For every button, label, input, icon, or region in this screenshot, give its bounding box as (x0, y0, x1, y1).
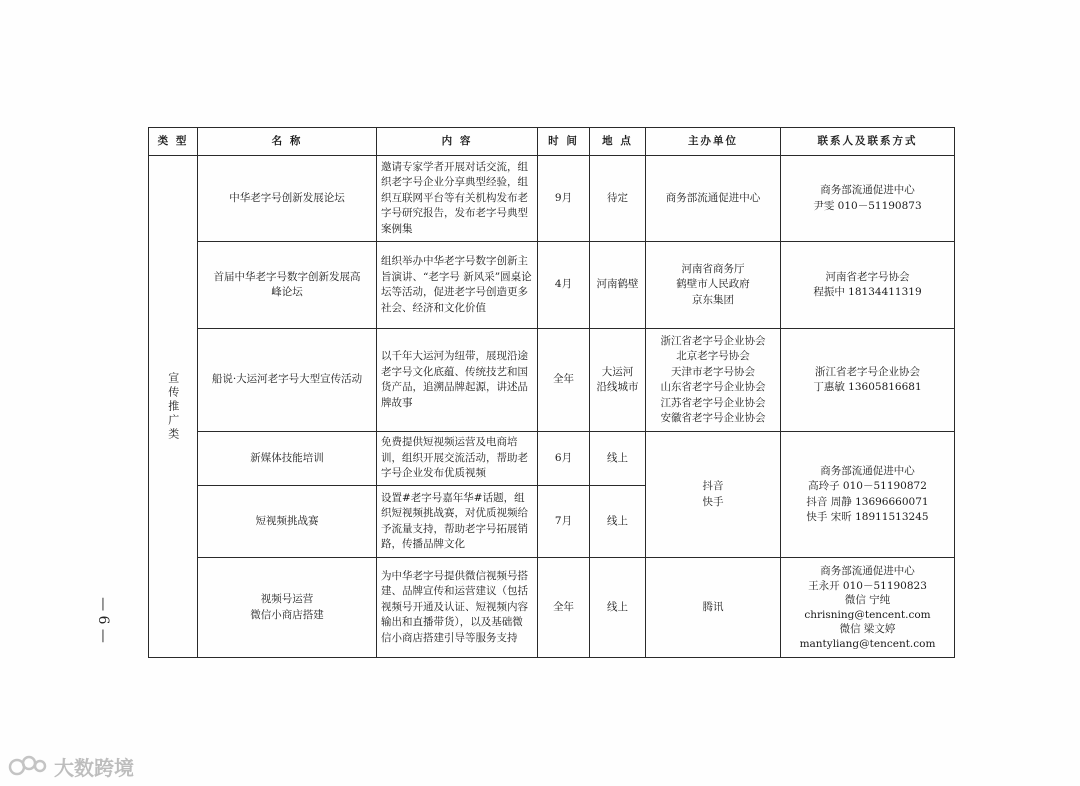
row-organizer: 腾讯 (646, 558, 781, 658)
header-place: 地 点 (590, 128, 646, 156)
row-time: 9月 (538, 156, 590, 242)
row-content: 免费提供短视频运营及电商培训，组织开展交流活动，帮助老字号企业发布优质视频 (377, 432, 538, 486)
row-time: 7月 (538, 486, 590, 558)
row-place: 大运河 沿线城市 (590, 329, 646, 432)
row-time: 4月 (538, 242, 590, 329)
table-row (149, 432, 955, 486)
row-contact: 商务部流通促进中心 尹雯 010－51190873 (781, 156, 955, 242)
table-row (149, 242, 955, 329)
row-name: 短视频挑战赛 (198, 486, 377, 558)
table-row (149, 558, 955, 658)
row-organizer-merged: 抖音 快手 (646, 432, 781, 558)
row-contact: 河南省老字号协会 程振中 18134411319 (781, 242, 955, 329)
table-header-row (149, 128, 955, 156)
header-type: 类 型 (149, 128, 198, 156)
row-organizer: 河南省商务厅 鹤壁市人民政府 京东集团 (646, 242, 781, 329)
category-cell: 宣传推广类 (149, 156, 198, 658)
row-content: 邀请专家学者开展对话交流，组织老字号企业分享典型经验，组织互联网平台等有关机构发布老字号研究报告，发布老字号典型案例集 (377, 156, 538, 242)
header-organizer: 主办单位 (646, 128, 781, 156)
row-name: 视频号运营 微信小商店搭建 (198, 558, 377, 658)
row-time: 6月 (538, 432, 590, 486)
row-name: 首届中华老字号数字创新发展高峰论坛 (198, 242, 377, 329)
row-content: 以千年大运河为纽带，展现沿途老字号文化底蕴、传统技艺和国货产品，追溯品牌起源，讲述品牌故事 (377, 329, 538, 432)
row-place: 河南鹤壁 (590, 242, 646, 329)
watermark (8, 750, 134, 782)
header-time: 时 间 (538, 128, 590, 156)
row-contact: 商务部流通促进中心 王永开 010－51190823 微信 宁纯 chrisning@tencent.com 微信 梁文婷 mantyliang@tencent.com (781, 558, 955, 658)
table-row (149, 156, 955, 242)
watermark-text: 大数跨境 (54, 755, 134, 780)
row-name: 新媒体技能培训 (198, 432, 377, 486)
page-number: — 6 — (95, 597, 111, 643)
row-organizer: 浙江省老字号企业协会 北京老字号协会 天津市老字号协会 山东省老字号企业协会 江苏省老字号企业协会 安徽省老字号企业协会 (646, 329, 781, 432)
row-name: 船说·大运河老字号大型宣传活动 (198, 329, 377, 432)
row-content: 为中华老字号提供微信视频号搭建、品牌宣传和运营建议（包括视频号开通及认证、短视频内容输出和直播带货），以及基础微信小商店搭建引导等服务支持 (377, 558, 538, 658)
row-contact: 浙江省老字号企业协会 丁惠敏 13605816681 (781, 329, 955, 432)
watermark-logo-icon (8, 753, 48, 779)
header-contact: 联系人及联系方式 (781, 128, 955, 156)
row-time: 全年 (538, 329, 590, 432)
row-content: 设置#老字号嘉年华#话题，组织短视频挑战赛，对优质视频给予流量支持，帮助老字号拓展销路，传播品牌文化 (377, 486, 538, 558)
row-time: 全年 (538, 558, 590, 658)
row-name: 中华老字号创新发展论坛 (198, 156, 377, 242)
header-name: 名 称 (198, 128, 377, 156)
activity-table (148, 127, 955, 658)
header-content: 内 容 (377, 128, 538, 156)
row-place: 线上 (590, 486, 646, 558)
row-contact-merged: 商务部流通促进中心 高玲子 010－51190872 抖音 周静 13696660071 快手 宋昕 18911513245 (781, 432, 955, 558)
row-organizer: 商务部流通促进中心 (646, 156, 781, 242)
row-place: 线上 (590, 558, 646, 658)
row-place: 线上 (590, 432, 646, 486)
table-row (149, 329, 955, 432)
row-place: 待定 (590, 156, 646, 242)
row-content: 组织举办中华老字号数字创新主旨演讲、“老字号 新风采”圆桌论坛等活动，促进老字号创造更多社会、经济和文化价值 (377, 242, 538, 329)
